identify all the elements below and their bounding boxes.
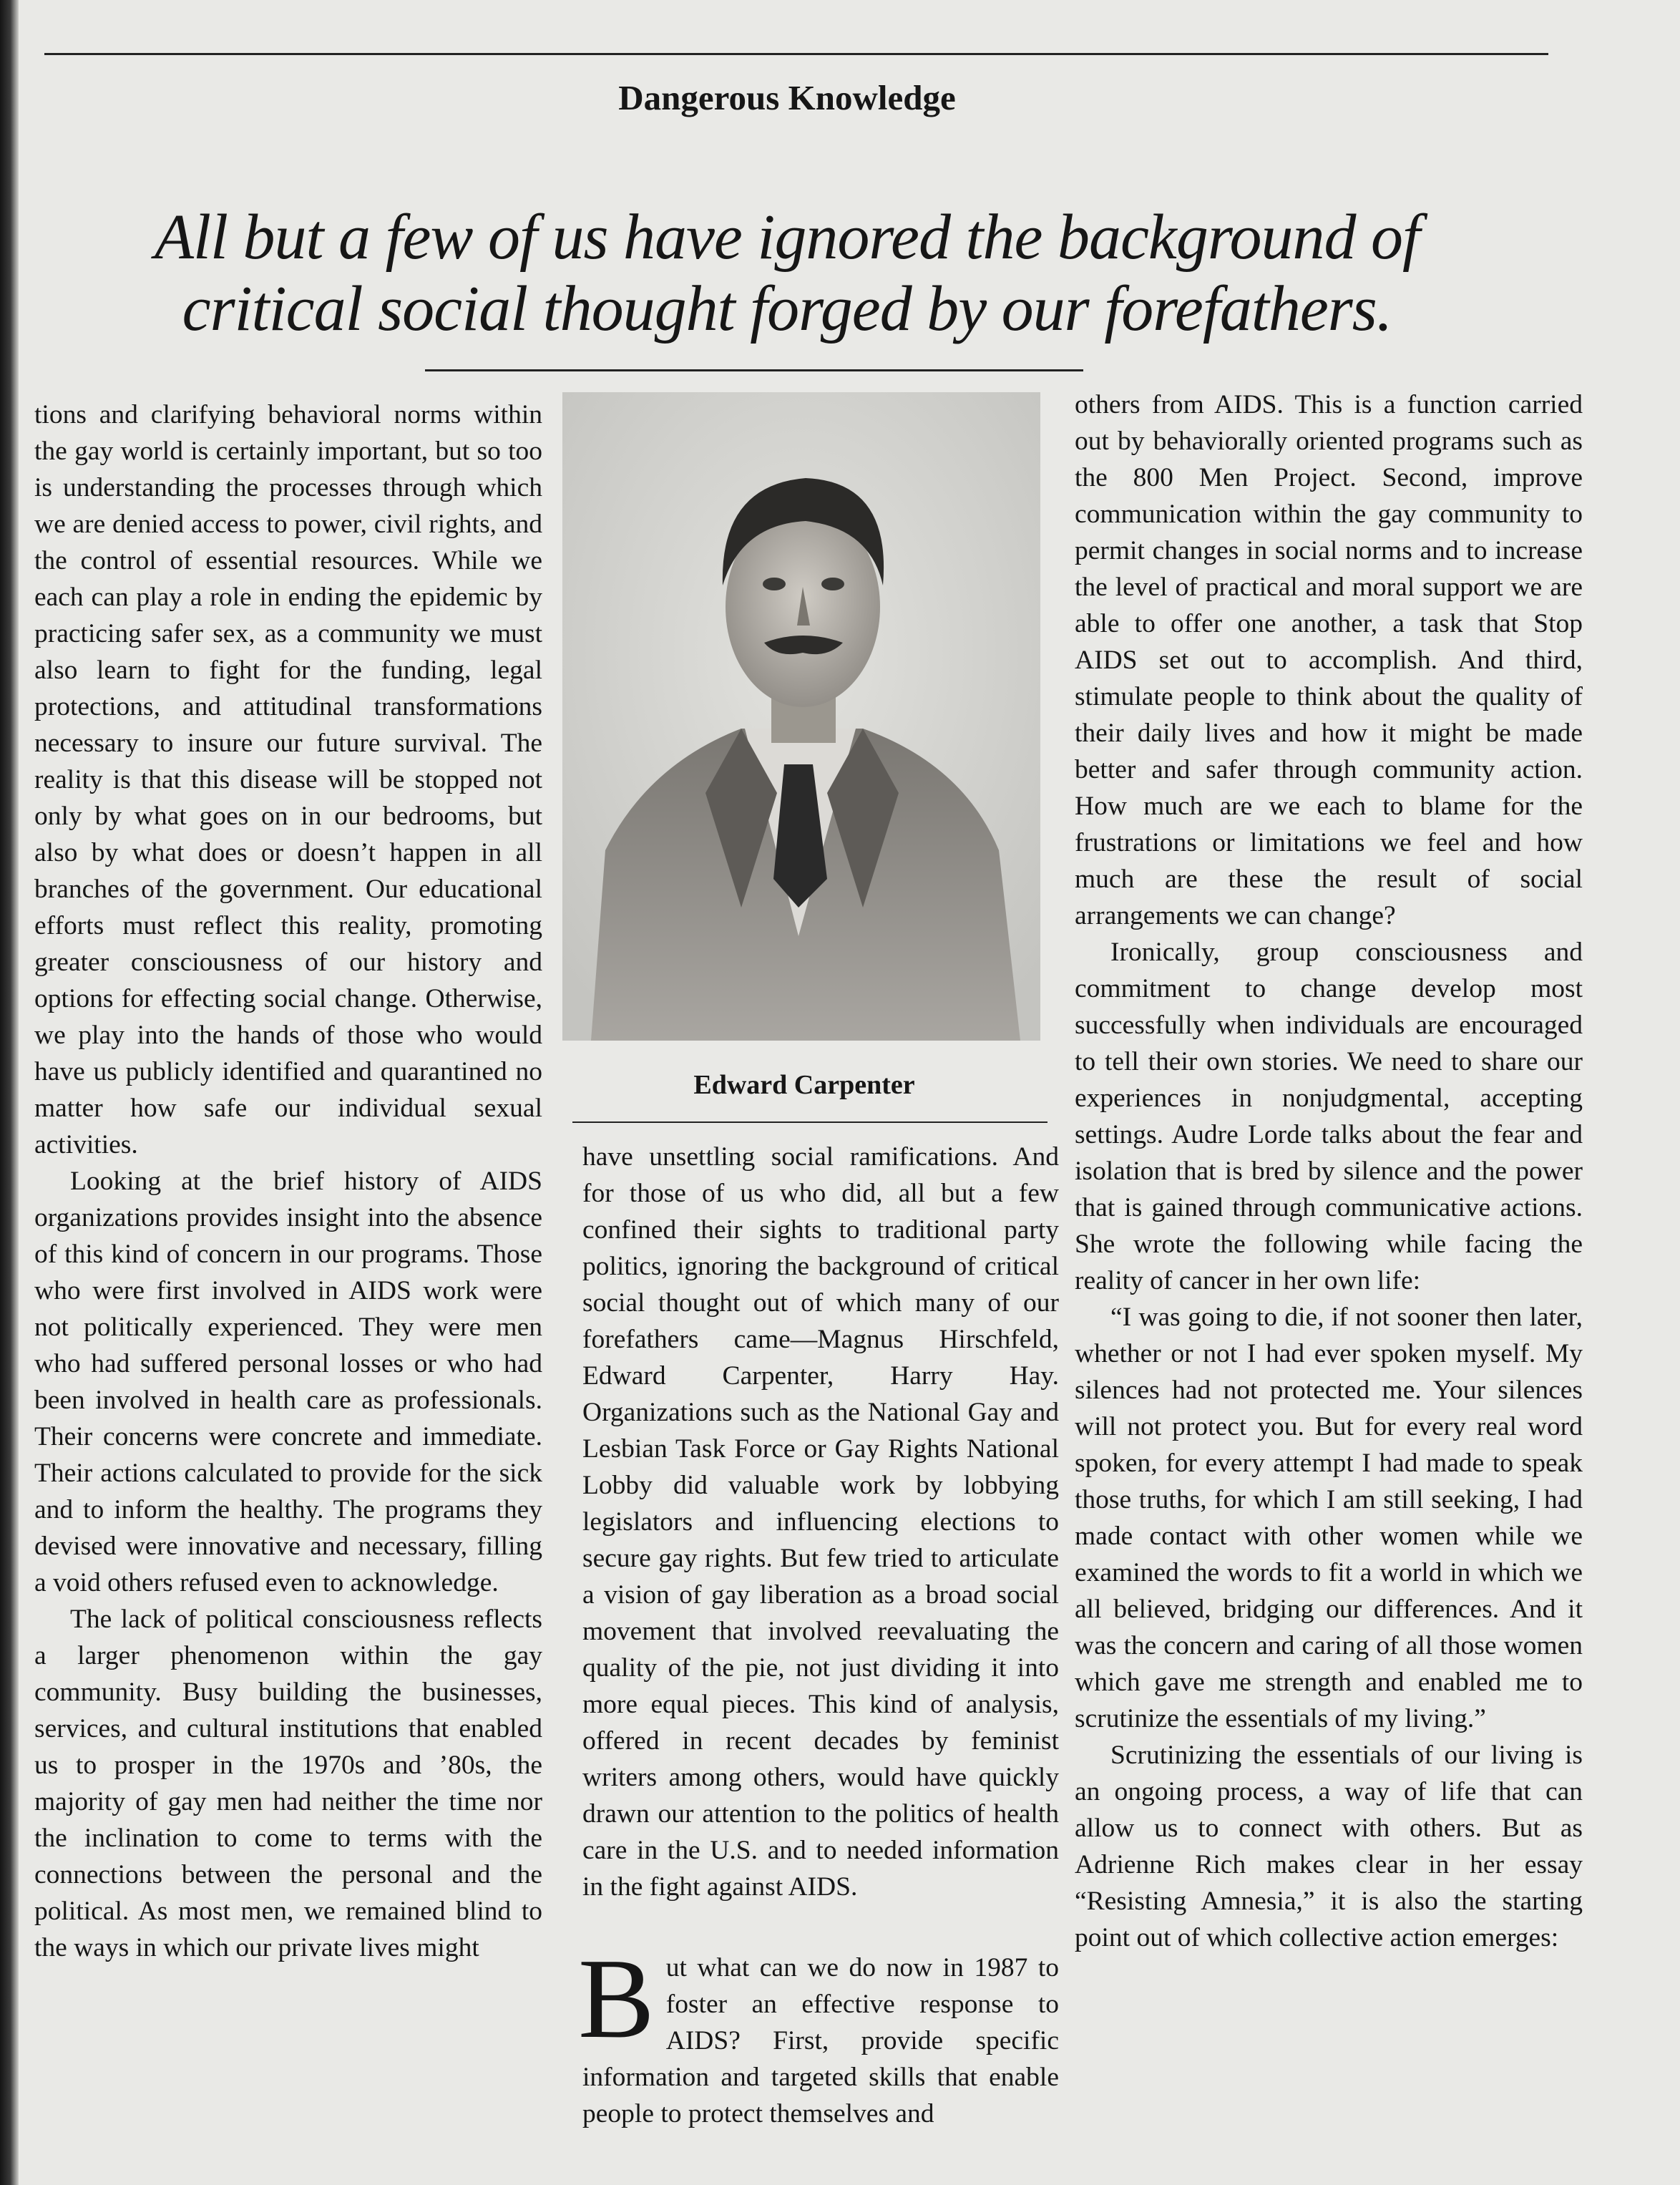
headline-line-1: All but a few of us have ignored the background of bbox=[154, 202, 1420, 273]
dropcap-paragraph-text: ut what can we do now in 1987 to foster an effective response to AIDS? First, provide specific information and targeted skills that enable people to protect themselves and bbox=[582, 1953, 1059, 2128]
middle-column bbox=[578, 1139, 1059, 2132]
left-column bbox=[34, 396, 542, 1966]
headline-rule bbox=[425, 369, 1083, 371]
dropcap-paragraph bbox=[578, 1935, 1059, 2132]
headline bbox=[72, 202, 1503, 345]
page-edge bbox=[0, 0, 19, 2185]
paragraph: Ironically, group consciousness and commitment to change develop most successfully when individuals are encouraged to tell their own stories. We need to share our experiences in nonjudgmental, accepting settings. Audre Lorde talks about the fear and isolation that is bred by silence and the power that is gained through communicative actions. She wrote the following while facing the reality of cancer in her own life: bbox=[1075, 938, 1583, 1295]
section-title: Dangerous Knowledge bbox=[618, 78, 956, 117]
top-rule bbox=[44, 53, 1548, 55]
paragraph: Scrutinizing the essentials of our living is an ongoing process, a way of life that can allow us to connect with others. But as Adrienne Rich makes clear in her essay “Resisting Amnesia,” it is also the starting point out of which collective action emerges: bbox=[1075, 1741, 1583, 1952]
paragraph: others from AIDS. This is a function carried out by behaviorally oriented programs such as the 800 Men Project. Second, improve communication within the gay community to permit changes in social norms and to increase the level of practical and moral support we are able to offer one another, a task that Stop AIDS set out to accomplish. And third, stimulate people to think about the quality of their daily lives and how it might be made better and safer through community action. How much are we each to blame for the frustrations or limitations we feel and how much are these the result of social arrangements we can change? bbox=[1075, 390, 1583, 930]
paragraph: tions and clarifying behavioral norms within the gay world is certainly important, but so too is understanding the processes through which we are denied access to power, civil rights, and the control of essential resources. While we each can play a role in ending the epidemic by practicing safer sex, as a community we must also learn to fight for the funding, legal protections, and attitudinal transformations necessary to insure our future survival. The reality is that this disease will be stopped not only by what goes on in our bedrooms, but also by what does or doesn’t happen in all branches of the government. Our educational efforts must reflect this reality, promoting greater consciousness of our history and options for effecting social change. Otherwise, we play into the hands of those who would have us publicly identified and quarantined no matter how safe our individual sexual activities. bbox=[34, 400, 542, 1159]
portrait-photo bbox=[562, 392, 1040, 1041]
photo-caption: Edward Carpenter bbox=[693, 1070, 915, 1100]
paragraph: Looking at the brief history of AIDS organizations provides insight into the absence of this kind of concern in our programs. Those who were first involved in AIDS work were not politically experienced. They were men who had suffered personal losses or who had been involved in health care as professionals. Their concerns were concrete and immediate. Their actions calculated to provide for the sick and to inform the healthy. The programs they devised were innovative and necessary, filling a void others refused even to acknowledge. bbox=[34, 1167, 542, 1597]
block-quote: “I was going to die, if not sooner then later, whether or not I had ever spoken myself. My silences had not protected me. Your silences will not protect you. But for every real word spoken, for every attempt I had made to speak those truths, for which I am still seeking, I had made contact with other women while we examined the words to fit a world in which we all believed, bridging our differences. And it was the concern and caring of all those women which gave me strength and enabled me to scrutinize the essentials of my living.” bbox=[1075, 1303, 1583, 1733]
caption-rule bbox=[572, 1121, 1047, 1123]
paragraph: have unsettling social ramifications. And for those of us who did, all but a few confined their sights to traditional party politics, ignoring the background of critical social thought out of which many of our forefathers came—Magnus Hirschfeld, Edward Carpenter, Harry Hay. Organizations such as the National Gay and Lesbian Task Force or Gay Rights National Lobby did valuable work by lobbying legislators and influencing elections to secure gay rights. But few tried to articulate a vision of gay liberation as a broad social movement that involved reevaluating the quality of the pie, not just dividing it into more equal pieces. This kind of analysis, offered in recent decades by feminist writers among others, would have quickly drawn our attention to the politics of health care in the U.S. and to needed information in the fight against AIDS. bbox=[582, 1142, 1059, 1902]
paragraph: The lack of political consciousness reflects a larger phenomenon within the gay community. Busy building the businesses, services, and cultural institutions that enabled us to prosper in the 1970s and ’80s, the majority of gay men had neither the time nor the inclination to come to terms with the connections between the personal and the political. As most men, we remained blind to the ways in which our private lives might bbox=[34, 1605, 542, 1962]
drop-cap: B bbox=[578, 1935, 655, 2062]
right-column bbox=[1075, 386, 1583, 1956]
headline-line-2: critical social thought forged by our forefathers. bbox=[182, 273, 1392, 344]
